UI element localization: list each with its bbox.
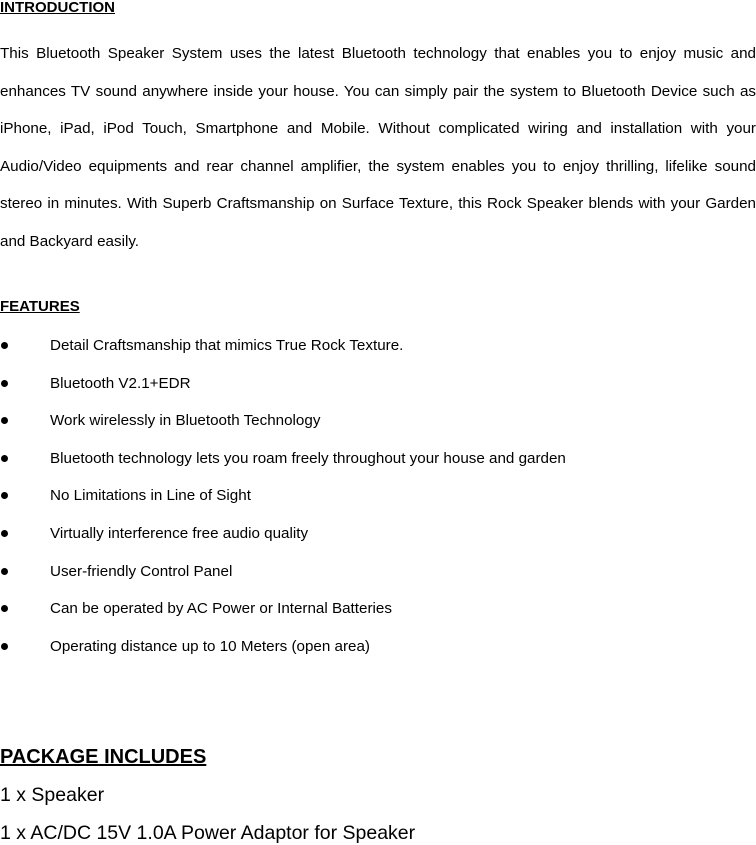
feature-item [0, 515, 756, 553]
feature-item [0, 327, 756, 365]
introduction-heading: INTRODUCTION [0, 0, 115, 16]
feature-text: Bluetooth technology lets you roam freely throughout your house and garden [50, 449, 566, 467]
bullet-icon [1, 417, 8, 424]
feature-text: Work wirelessly in Bluetooth Technology [50, 412, 321, 430]
package-item: 1 x AC/DC 15V 1.0A Power Adaptor for Speaker [0, 822, 416, 844]
bullet-icon [1, 530, 8, 537]
bullet-icon [1, 492, 8, 499]
bullet-icon [1, 643, 8, 650]
feature-item [0, 553, 756, 591]
feature-item [0, 590, 756, 628]
bullet-icon [1, 455, 8, 462]
features-list [0, 327, 756, 665]
feature-text: Detail Craftsmanship that mimics True Rock Texture. [50, 337, 404, 354]
feature-text: Bluetooth V2.1+EDR [50, 374, 191, 392]
feature-text: Can be operated by AC Power or Internal Batteries [50, 600, 392, 618]
bullet-icon [1, 380, 8, 387]
bullet-icon [1, 568, 8, 575]
feature-item [0, 402, 756, 440]
features-heading: FEATURES [0, 298, 80, 315]
feature-item [0, 628, 756, 666]
feature-item [0, 365, 756, 403]
package-includes-heading: PACKAGE INCLUDES [0, 746, 207, 768]
feature-text: User-friendly Control Panel [50, 562, 233, 580]
feature-text: Operating distance up to 10 Meters (open area) [50, 637, 370, 655]
bullet-icon [1, 605, 8, 612]
feature-text: Virtually interference free audio quality [50, 524, 309, 542]
bullet-icon [1, 342, 8, 349]
introduction-paragraph: This Bluetooth Speaker System uses the latest Bluetooth technology that enables you to enjoy music and enhances TV sound anywhere inside your house. You can simply pair the system to Bluetooth Device such as iPhone, iPad, iPod Touch, Smartphone and Mobile. Without complicated wiring and installation with your Audio/Video equipments and rear channel amplifier, the system enables you to enjoy thrilling, lifelike sound stereo in minutes. With Superb Craftsmanship on Surface Texture, this Rock Speaker blends with your Garden and Backyard easily. [0, 45, 756, 250]
feature-item [0, 440, 756, 478]
package-item: 1 x Speaker [0, 784, 105, 806]
feature-text: No Limitations in Line of Sight [50, 487, 251, 505]
feature-item [0, 477, 756, 515]
